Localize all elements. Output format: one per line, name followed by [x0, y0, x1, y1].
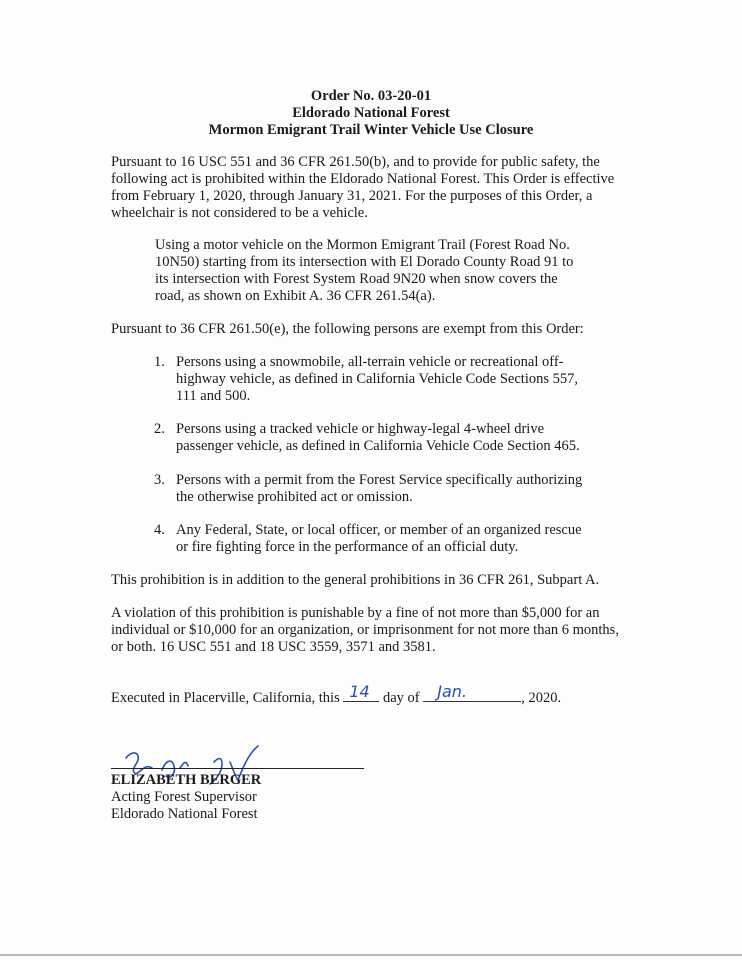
- signer-title: Acting Forest Supervisor: [111, 789, 257, 805]
- intro-paragraph: [111, 154, 631, 222]
- exemption-line: Persons with a permit from the Forest Service specifically authorizing: [176, 472, 583, 488]
- page-bottom-edge: [0, 954, 742, 956]
- exemption-item: [176, 421, 606, 455]
- exemption-intro: Pursuant to 36 CFR 261.50(e), the following persons are exempt from this Order:: [111, 321, 584, 337]
- prohibited-act-line: road, as shown on Exhibit A. 36 CFR 261.54(a).: [155, 288, 436, 304]
- order-header: [0, 88, 742, 139]
- exemption-number: 2.: [154, 421, 165, 437]
- exemption-line: Persons using a snowmobile, all-terrain vehicle or recreational off-: [176, 354, 564, 370]
- addition-statement: This prohibition is in addition to the general prohibitions in 36 CFR 261, Subpart A.: [111, 572, 600, 588]
- handwritten-day: 14: [349, 682, 370, 701]
- prohibited-act-line: Using a motor vehicle on the Mormon Emigrant Trail (Forest Road No.: [155, 237, 570, 253]
- execution-middle: day of: [382, 690, 420, 706]
- prohibited-act: [155, 237, 595, 305]
- penalty-paragraph: [111, 605, 631, 656]
- intro-line: Pursuant to 16 USC 551 and 36 CFR 261.50(b), and to provide for public safety, the: [111, 154, 600, 170]
- execution-suffix: , 2020.: [521, 690, 562, 706]
- exemption-number: 3.: [154, 472, 165, 488]
- signer-name: ELIZABETH BERGER: [111, 772, 262, 788]
- exemption-number: 4.: [154, 522, 165, 538]
- exemption-item: [176, 354, 606, 405]
- intro-line: from February 1, 2020, through January 31, 2021. For the purposes of this Order, a: [111, 188, 593, 204]
- order-title: Mormon Emigrant Trail Winter Vehicle Use Closure: [208, 122, 534, 138]
- execution-line: [111, 682, 562, 707]
- penalty-line: A violation of this prohibition is punishable by a fine of not more than $5,000 for an: [111, 605, 600, 621]
- signer-block: [111, 772, 261, 823]
- exemption-item: [176, 522, 606, 556]
- handwritten-month: Jan.: [437, 682, 467, 701]
- exemption-number: 1.: [154, 354, 165, 370]
- exemption-line: or fire fighting force in the performance of an official duty.: [176, 539, 519, 555]
- prohibited-act-line: 10N50) starting from its intersection with El Dorado County Road 91 to: [155, 254, 574, 270]
- exemption-line: passenger vehicle, as defined in California Vehicle Code Section 465.: [176, 438, 580, 454]
- intro-line: following act is prohibited within the Eldorado National Forest. This Order is effective: [111, 171, 615, 187]
- exemption-line: the otherwise prohibited act or omission.: [176, 489, 413, 505]
- execution-prefix: Executed in Placerville, California, this: [111, 690, 340, 706]
- month-blank: [423, 682, 521, 702]
- exemption-line: Persons using a tracked vehicle or highway-legal 4-wheel drive: [176, 421, 545, 437]
- order-number: Order No. 03-20-01: [310, 88, 432, 104]
- exemption-line: highway vehicle, as defined in California Vehicle Code Sections 557,: [176, 371, 579, 387]
- signature-line: [111, 768, 364, 769]
- exemption-line: Any Federal, State, or local officer, or member of an organized rescue: [176, 522, 582, 538]
- exemption-item: [176, 472, 606, 506]
- penalty-line: or both. 16 USC 551 and 18 USC 3559, 3571 and 3581.: [111, 639, 436, 655]
- intro-line: wheelchair is not considered to be a vehicle.: [111, 205, 368, 221]
- penalty-line: individual or $10,000 for an organization, or imprisonment for not more than 6 months,: [111, 622, 619, 638]
- day-blank: [343, 682, 379, 702]
- prohibited-act-line: its intersection with Forest System Road 9N20 when snow covers the: [155, 271, 558, 287]
- signer-unit: Eldorado National Forest: [111, 806, 258, 822]
- forest-name: Eldorado National Forest: [292, 105, 450, 121]
- exemption-line: 111 and 500.: [176, 388, 251, 404]
